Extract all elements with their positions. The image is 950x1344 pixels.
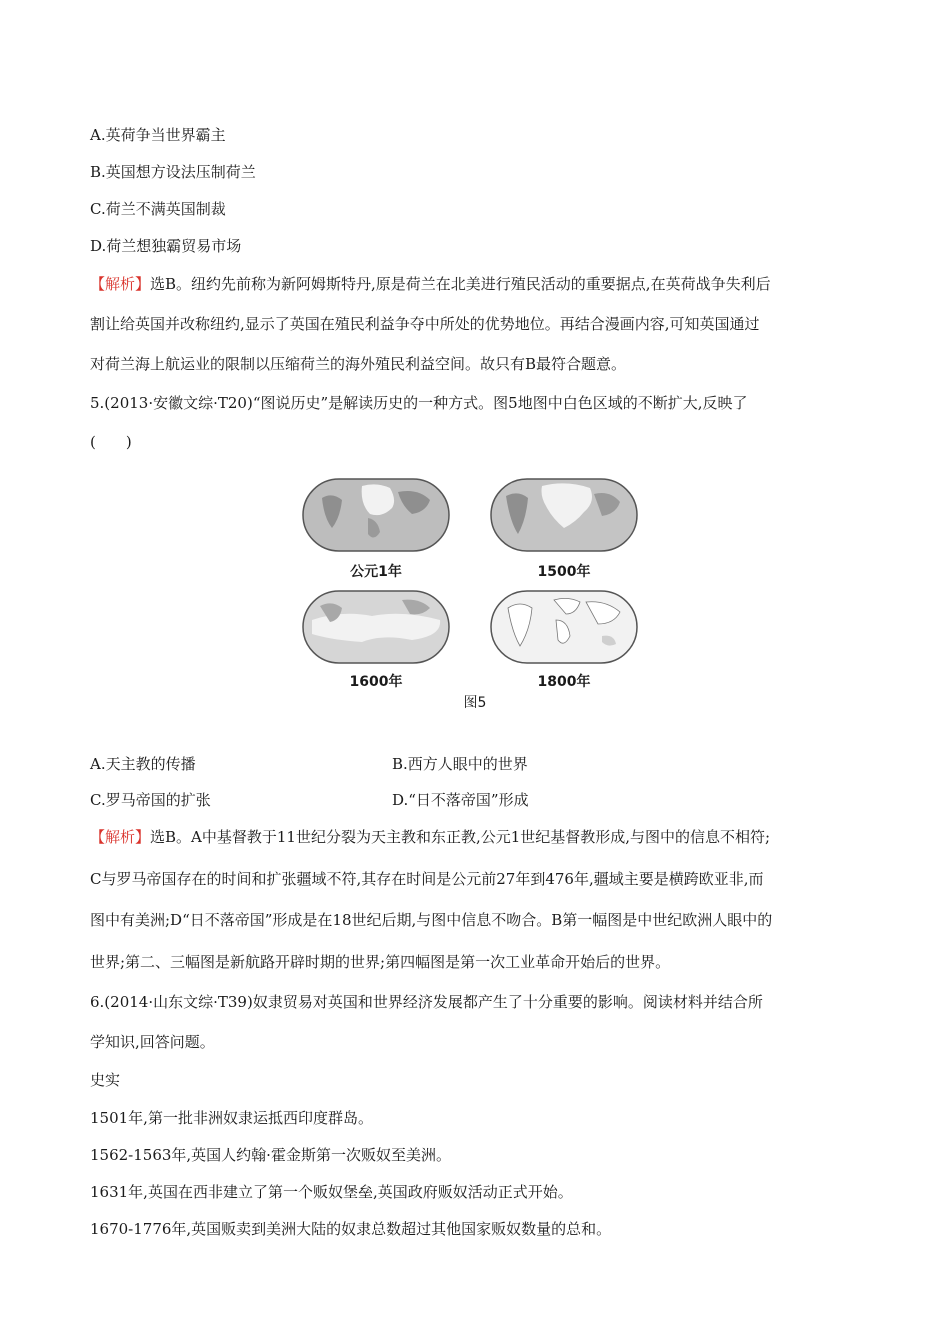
map-1ad	[302, 478, 450, 552]
figure-caption: 图5	[463, 695, 487, 711]
analysis-tag: 【解析】	[90, 275, 151, 293]
q5-stem: 5.(2013·安徽文综·T20)“图说历史”是解读历史的一种方式。图5地图中白色区域的不断扩大,反映了	[90, 394, 748, 412]
q6-stem-line-1: 6.(2014·山东文综·T39)奴隶贸易对英国和世界经济发展都产生了十分重要的影响。阅读材料并结合所	[90, 993, 763, 1011]
q4-option-d: D.荷兰想独霸贸易市场	[90, 237, 242, 255]
map-caption-1800: 1800年	[537, 674, 591, 690]
q6-fact-4: 1670-1776年,英国贩卖到美洲大陆的奴隶总数超过其他国家贩奴数量的总和。	[90, 1220, 612, 1238]
q4-option-c: C.荷兰不满英国制裁	[90, 200, 226, 218]
map-1600	[302, 590, 450, 664]
q4-analysis-line-3: 对荷兰海上航运业的限制以压缩荷兰的海外殖民利益空间。故只有B最符合题意。	[90, 355, 627, 373]
map-caption-1600: 1600年	[349, 674, 403, 690]
q5-analysis-line-2: C与罗马帝国存在的时间和扩张疆域不符,其存在时间是公元前27年到476年,疆域主要是横跨欧亚非,而	[90, 870, 764, 888]
map-caption-1500: 1500年	[537, 564, 591, 580]
q6-stem-line-2: 学知识,回答问题。	[90, 1033, 215, 1051]
q6-fact-2: 1562-1563年,英国人约翰·霍金斯第一次贩奴至美洲。	[90, 1146, 451, 1164]
q4-option-a: A.英荷争当世界霸主	[90, 126, 226, 144]
q4-analysis-line-1	[90, 274, 771, 294]
map-1500	[490, 478, 638, 552]
q5-option-b: B.西方人眼中的世界	[392, 755, 528, 773]
map-caption-1ad: 公元1年	[350, 564, 402, 580]
map-1800	[490, 590, 638, 664]
q6-fact-3: 1631年,英国在西非建立了第一个贩奴堡垒,英国政府贩奴活动正式开始。	[90, 1183, 573, 1201]
q5-option-c: C.罗马帝国的扩张	[90, 791, 211, 809]
q5-analysis-line-1	[90, 827, 770, 847]
analysis-text: 选B。A中基督教于11世纪分裂为天主教和东正教,公元1世纪基督教形成,与图中的信息不相符;	[150, 828, 771, 846]
analysis-text: 选B。纽约先前称为新阿姆斯特丹,原是荷兰在北美进行殖民活动的重要据点,在英荷战争失利后	[150, 275, 771, 293]
q5-option-a: A.天主教的传播	[90, 755, 196, 773]
q5-option-d: D.“日不落帝国”形成	[392, 791, 529, 809]
q6-fact-1: 1501年,第一批非洲奴隶运抵西印度群岛。	[90, 1109, 373, 1127]
analysis-tag: 【解析】	[90, 828, 151, 846]
q4-analysis-line-2: 割让给英国并改称纽约,显示了英国在殖民利益争夺中所处的优势地位。再结合漫画内容,可知英国通过	[90, 315, 760, 333]
q5-paren: ( )	[90, 433, 132, 451]
q6-section-title: 史实	[90, 1071, 121, 1089]
q5-analysis-line-3: 图中有美洲;D“日不落帝国”形成是在18世纪后期,与图中信息不吻合。B第一幅图是中世纪欧洲人眼中的	[90, 911, 773, 929]
q4-option-b: B.英国想方设法压制荷兰	[90, 163, 256, 181]
q5-analysis-line-4: 世界;第二、三幅图是新航路开辟时期的世界;第四幅图是第一次工业革命开始后的世界。	[90, 953, 671, 971]
